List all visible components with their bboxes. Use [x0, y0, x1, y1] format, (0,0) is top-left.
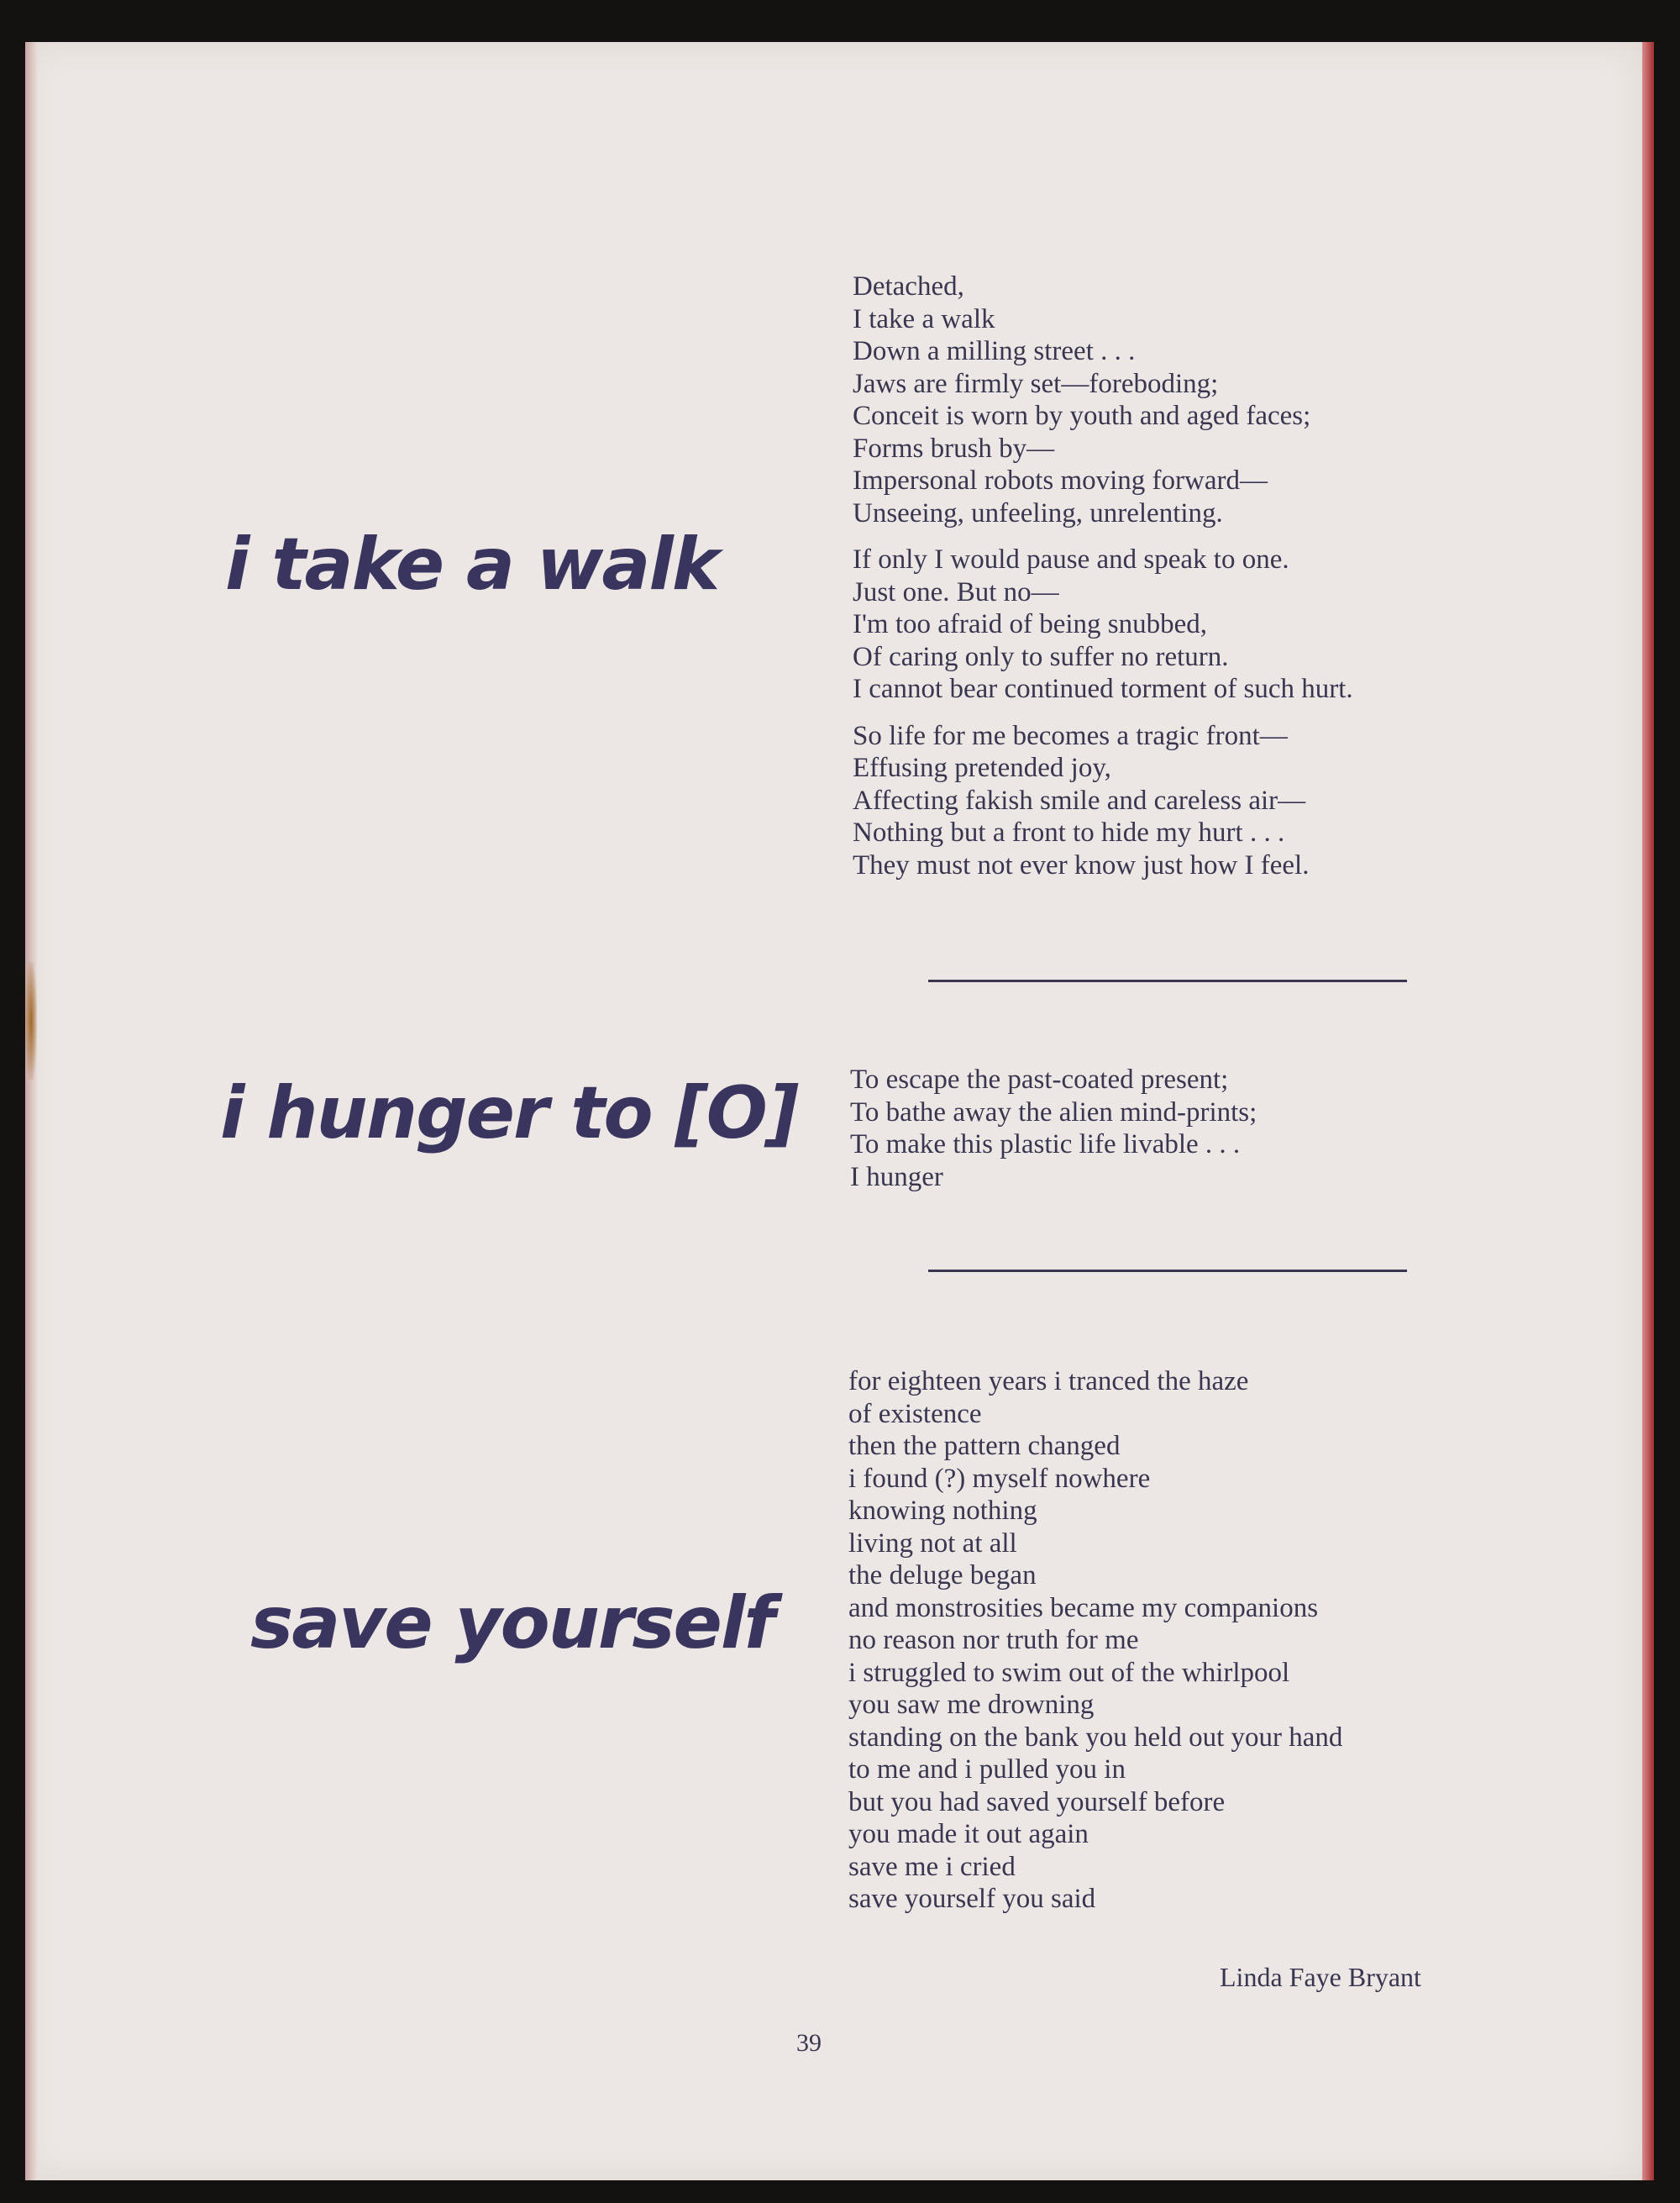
author-name: Linda Faye Bryant: [1220, 1962, 1421, 1992]
poem-line: for eighteen years i tranced the haze: [848, 1366, 1249, 1396]
poem-hunger: [850, 1064, 1257, 1207]
poem-line: I'm too afraid of being snubbed,: [853, 609, 1208, 639]
stanza: [850, 1064, 1257, 1193]
poem-take-a-walk: [853, 271, 1353, 896]
poem-line: i struggled to swim out of the whirlpool: [848, 1657, 1290, 1688]
section-divider: [928, 980, 1407, 982]
stanza: [848, 1365, 1342, 1916]
poem-line: I hunger: [850, 1161, 943, 1192]
poem-line: To escape the past-coated present;: [850, 1065, 1229, 1095]
poem-line: Just one. But no—: [853, 576, 1059, 607]
poem-line: Detached,: [853, 271, 964, 302]
poem-line: If only I would pause and speak to one.: [853, 544, 1289, 575]
poem-title-hunger: i hunger to [O]: [220, 1071, 798, 1155]
poem-line: I take a walk: [853, 303, 995, 334]
poem-line: the deluge began: [848, 1560, 1037, 1590]
page-number: 39: [796, 2029, 822, 2057]
page-cover-edge: [1642, 42, 1654, 2180]
poem-title-take-a-walk: i take a walk: [225, 523, 719, 607]
poem-title-save-yourself: save yourself: [250, 1581, 774, 1665]
poem-line: of existence: [848, 1398, 982, 1429]
poem-line: To bathe away the alien mind-prints;: [850, 1096, 1257, 1128]
poem-line: i found (?) myself nowhere: [848, 1463, 1151, 1494]
poem-line: living not at all: [848, 1527, 1017, 1559]
poem-line: Unseeing, unfeeling, unrelenting.: [853, 497, 1223, 528]
stanza: [853, 271, 1353, 529]
poem-line: and monstrosities became my companions: [848, 1592, 1319, 1623]
poem-line: you saw me drowning: [848, 1690, 1095, 1720]
poem-line: to me and i pulled you in: [848, 1754, 1126, 1785]
poem-line: save yourself you said: [848, 1884, 1096, 1914]
poem-line: Nothing but a front to hide my hurt . . .: [853, 818, 1285, 848]
poem-line: knowing nothing: [848, 1496, 1037, 1526]
stanza: [853, 720, 1353, 882]
poem-line: So life for me becomes a tragic front—: [853, 720, 1288, 751]
poem-line: To make this plastic life livable . . .: [850, 1129, 1241, 1159]
poem-line: you made it out again: [848, 1819, 1089, 1849]
poem-save-yourself: [848, 1365, 1342, 1930]
poem-line: standing on the bank you held out your hand: [848, 1722, 1343, 1753]
poem-line: Of caring only to suffer no return.: [853, 641, 1229, 672]
page-binding-edge: [25, 42, 37, 2180]
poem-line: Down a milling street . . .: [853, 336, 1136, 366]
poem-line: then the pattern changed: [848, 1431, 1121, 1461]
poem-line: Jaws are firmly set—foreboding;: [853, 368, 1219, 399]
poem-line: They must not ever know just how I feel.: [853, 849, 1310, 881]
stanza: [853, 544, 1353, 706]
poem-line: Effusing pretended joy,: [853, 753, 1111, 783]
page-stain: [25, 962, 37, 1080]
poem-line: Affecting fakish smile and careless air—: [853, 785, 1306, 816]
poem-line: Impersonal robots moving forward—: [853, 465, 1268, 496]
poem-line: save me i cried: [848, 1851, 1016, 1882]
poem-line: but you had saved yourself before: [848, 1786, 1226, 1817]
poem-line: I cannot bear continued torment of such hurt.: [853, 674, 1353, 704]
section-divider: [928, 1270, 1407, 1272]
poem-line: Forms brush by—: [853, 433, 1055, 464]
poem-line: no reason nor truth for me: [848, 1625, 1139, 1655]
poem-line: Conceit is worn by youth and aged faces;: [853, 401, 1311, 431]
